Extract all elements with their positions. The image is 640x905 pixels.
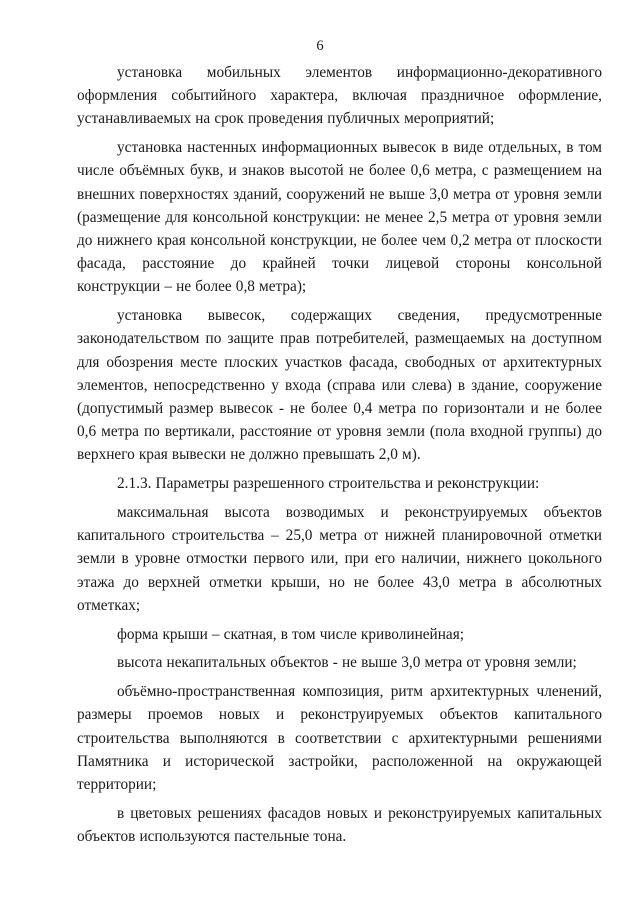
paragraph-consumer-info-signs: установка вывесок, содержащих сведения, предусмотренные законодательством по защите прав потребителей, размещаемых на доступном для обозрения месте плоских участков фасада, свободных от архитектурных элементов, непосредственно у входа (справа или слева) в здание, сооружение (допустимый размер вывесок - не более 0,4 метра по горизонтали и не более 0,6 метра по вертикали, расстояние от уровня земли (пола входной группы) до верхнего края вывески не должно превышать 2,0 м). <box>77 307 602 464</box>
paragraph-non-capital-height: высота некапитальных объектов - не выше 3,0 метра от уровня земли; <box>117 654 577 672</box>
paragraph-roof-shape: форма крыши – скатная, в том числе криволинейная; <box>117 625 464 643</box>
paragraph-wall-signs: установка настенных информационных вывесок в виде отдельных, в том числе объёмных букв, и знаков высотой не более 0,6 метра, с размещением на внешних поверхностях зданий, сооружений не выше 3,0 метра от уровня земли (размещение для консольной конструкции: не менее 2,5 метра от уровня земли до нижнего края консольной конструкции, не более чем 0,2 метра от плоскости фасада, расстояние до крайней точки лицевой стороны консольной конструкции – не более 0,8 метра); <box>77 139 602 296</box>
paragraph-color-solutions: в цветовых решениях фасадов новых и реконструируемых капитальных объектов используются пастельные тона. <box>77 804 602 846</box>
paragraph-max-height: максимальная высота возводимых и реконструируемых объектов капитального строительства – 25,0 метра от нижней планировочной отметки земли в уровне отмостки первого или, при его наличии, нижнего цокольного этажа до верхней отметки крыши, но не более 43,0 метра в абсолютных отметках; <box>77 504 602 614</box>
page-number: 6 <box>316 38 324 54</box>
paragraph-mobile-decor-elements: установка мобильных элементов информационно-декоративного оформления событийного характера, включая праздничное оформление, устанавливаемых на срок проведения публичных мероприятий; <box>77 64 602 128</box>
document-body <box>77 61 602 854</box>
section-heading-2-1-3: 2.1.3. Параметры разрешенного строительства и реконструкции: <box>117 475 540 493</box>
paragraph-spatial-composition: объёмно-пространственная композиция, ритм архитектурных членений, размеры проемов новых и реконструируемых объектов капитального строительства выполняются в соответствии с архитектурными решениями Памятника и исторической застройки, расположенной на окружающей территории; <box>77 683 602 794</box>
